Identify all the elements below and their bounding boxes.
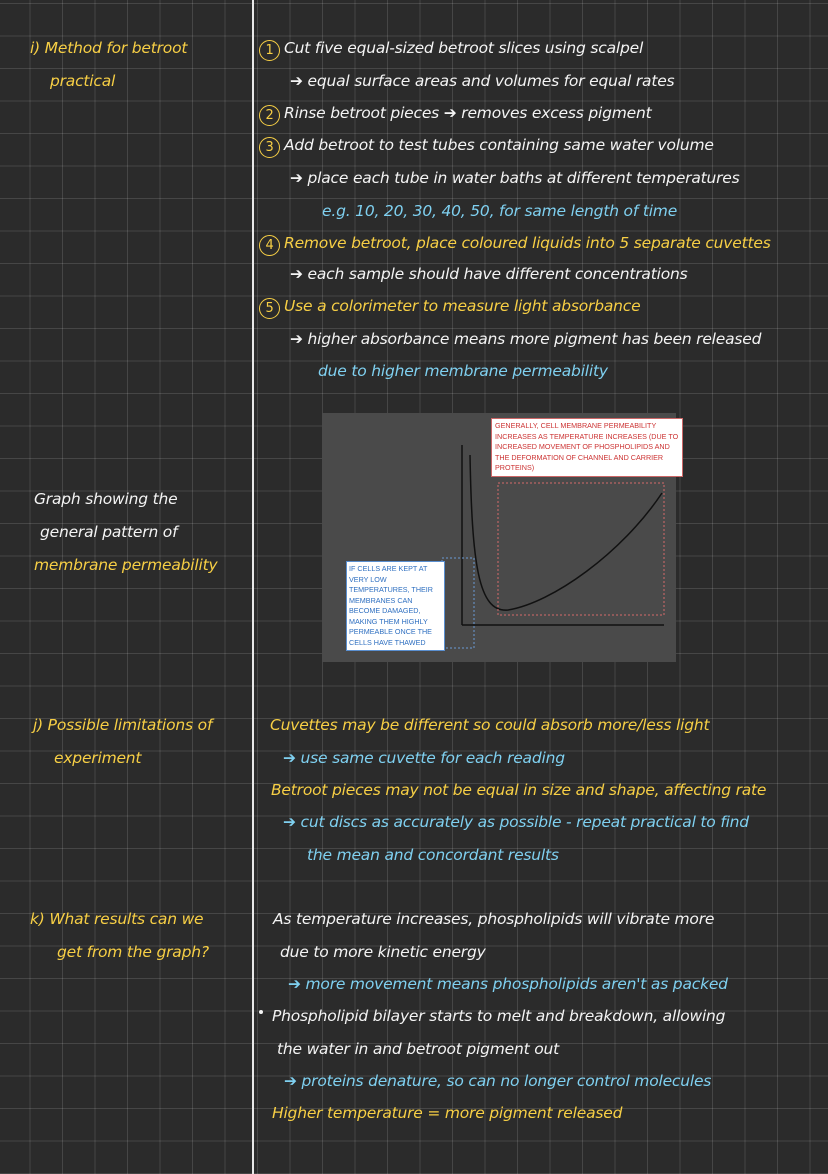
step-5-detail: due to higher membrane permeability [318, 362, 608, 380]
result-2: Phospholipid bilayer starts to melt and breakdown, allowing [272, 1007, 726, 1025]
step-number-badge: 1 [259, 40, 280, 61]
permeability-curve [470, 455, 662, 610]
callout-low-temperature: IF CELLS ARE KEPT AT VERY LOW TEMPERATURES, THEIR MEMBRANES CAN BECOME DAMAGED, MAKING THEM HIGHLY PERMEABLE ONCE THE CELLS HAVE THAWED [346, 561, 445, 651]
step-number-badge: 2 [259, 105, 280, 126]
graph-heading-line2: general pattern of [40, 523, 178, 541]
bullet-point [259, 1010, 263, 1014]
result-1: As temperature increases, phospholipids will vibrate more [273, 910, 715, 928]
result-2-note: ➔ proteins denature, so can no longer control molecules [284, 1072, 712, 1090]
step-2: 2 Rinse betroot pieces ➔ removes excess pigment [259, 103, 651, 126]
step-1-note: ➔ equal surface areas and volumes for equal rates [290, 72, 675, 90]
limitations-heading-line2: experiment [54, 749, 142, 767]
method-heading-line1: i) Method for betroot [30, 39, 188, 57]
limitation-2: Betroot pieces may not be equal in size and shape, affecting rate [271, 781, 767, 799]
results-heading-line2: get from the graph? [57, 943, 209, 961]
step-number-badge: 5 [259, 298, 280, 319]
step-number-badge: 4 [259, 235, 280, 256]
step-1: 1 Cut five equal-sized betroot slices using scalpel [259, 38, 643, 61]
step-5-note: ➔ higher absorbance means more pigment has been released [290, 330, 762, 348]
limitation-1: Cuvettes may be different so could absorb more/less light [270, 716, 710, 734]
results-heading-line1: k) What results can we [30, 910, 204, 928]
limitations-heading-line1: j) Possible limitations of [33, 716, 213, 734]
graph-heading-line1: Graph showing the [34, 490, 178, 508]
callout-permeability-increase: GENERALLY, CELL MEMBRANE PERMEABILITY INCREASES AS TEMPERATURE INCREASES (DUE TO INCREASED MOVEMENT OF PHOSPHOLIPIDS AND THE DEFORMATION OF CHANNEL AND CARRIER PROTEINS) [491, 418, 683, 477]
result-1-note: ➔ more movement means phospholipids aren't as packed [288, 975, 728, 993]
limitation-2-fix: ➔ cut discs as accurately as possible - repeat practical to find [283, 813, 749, 831]
step-4-note: ➔ each sample should have different concentrations [290, 265, 688, 283]
highlight-box [498, 483, 664, 615]
step-3: 3 Add betroot to test tubes containing same water volume [259, 135, 714, 158]
step-5: 5 Use a colorimeter to measure light absorbance [259, 296, 640, 319]
step-3-example: e.g. 10, 20, 30, 40, 50, for same length of time [322, 202, 678, 220]
limitation-1-fix: ➔ use same cuvette for each reading [283, 749, 565, 767]
result-1-cont: due to more kinetic energy [280, 943, 486, 961]
method-heading-line2: practical [50, 72, 116, 90]
step-number-badge: 3 [259, 137, 280, 158]
step-4: 4 Remove betroot, place coloured liquids into 5 separate cuvettes [259, 233, 771, 256]
result-2-cont: the water in and betroot pigment out [277, 1040, 560, 1058]
low-temp-box [442, 558, 474, 648]
step-3-note: ➔ place each tube in water baths at different temperatures [290, 169, 740, 187]
limitation-2-fix-cont: the mean and concordant results [307, 846, 559, 864]
column-divider [252, 0, 254, 1174]
graph-heading-line3: membrane permeability [34, 556, 218, 574]
result-conclusion: Higher temperature = more pigment released [272, 1104, 623, 1122]
